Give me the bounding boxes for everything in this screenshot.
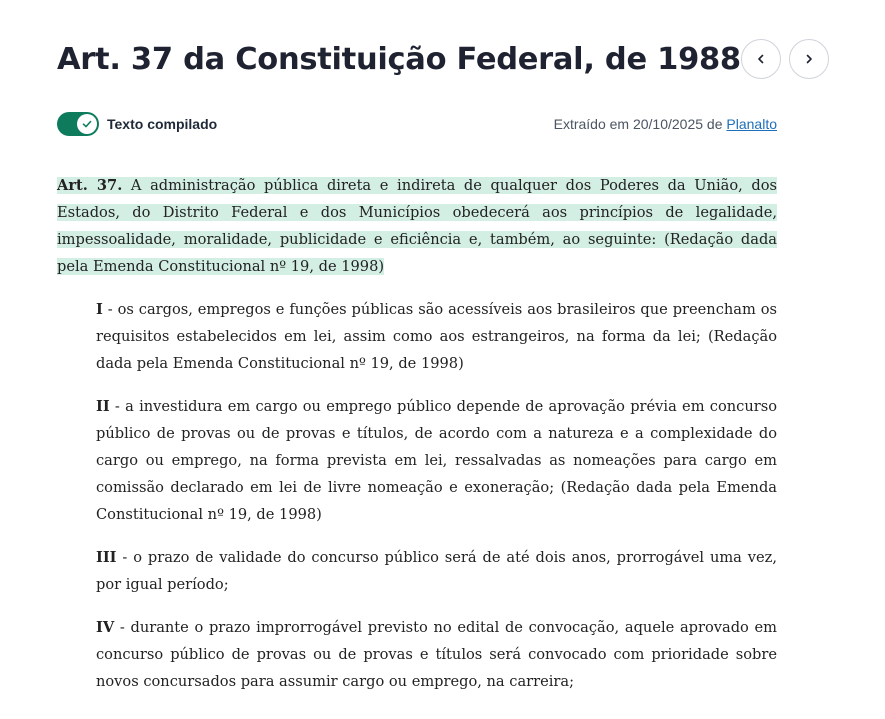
- inciso-iii: [96, 544, 777, 598]
- previous-article-button[interactable]: [741, 39, 781, 79]
- next-article-button[interactable]: [789, 39, 829, 79]
- inciso-number: II: [96, 398, 110, 415]
- inciso-ii: [96, 393, 777, 528]
- article-caput-text: A administração pública direta e indireta de qualquer dos Poderes da União, dos Estados, do Distrito Federal e dos Municípios obedecerá aos princípios de legalidade, impessoalidade, moralidade, publicidade e eficiência e, também, ao seguinte: (Redação dada pela Emenda Constitucional nº 19, de 1998): [57, 177, 777, 275]
- inciso-iv: [96, 614, 777, 695]
- nav-buttons: [741, 39, 829, 79]
- inciso-number: I: [96, 301, 103, 318]
- inciso-i: [96, 296, 777, 377]
- article-number: Art. 37.: [57, 177, 123, 194]
- compiled-text-toggle[interactable]: [57, 112, 99, 136]
- law-text: [57, 172, 777, 711]
- compiled-text-toggle-group: [57, 112, 217, 136]
- page-title: Art. 37 da Constituição Federal, de 1988: [57, 41, 741, 77]
- extraction-date-text: Extraído em 20/10/2025 de: [553, 116, 727, 132]
- inciso-number: III: [96, 549, 117, 566]
- page-header: [57, 36, 777, 82]
- caput-highlight: [57, 177, 777, 275]
- extraction-info: [554, 116, 777, 132]
- inciso-text: - os cargos, empregos e funções públicas são acessíveis aos brasileiros que preencham os requisitos estabelecidos em lei, assim como aos estrangeiros, na forma da lei; (Redação dada pela Emenda Constitucional nº 19, de 1998): [96, 301, 777, 372]
- check-icon: [81, 118, 93, 130]
- inciso-text: - o prazo de validade do concurso público será de até dois anos, prorrogável uma vez, por igual período;: [96, 549, 777, 593]
- chevron-left-icon: [755, 53, 767, 65]
- inciso-number: IV: [96, 619, 115, 636]
- inciso-text: - a investidura em cargo ou emprego público depende de aprovação prévia em concurso público de provas ou de provas e títulos, de acordo com a natureza e a complexidade do cargo ou emprego, na forma prevista em lei, ressalvadas as nomeações para cargo em comissão declarado em lei de livre nomeação e exoneração; (Redação dada pela Emenda Constitucional nº 19, de 1998): [96, 398, 777, 523]
- inciso-text: - durante o prazo improrrogável previsto no edital de convocação, aquele aprovado em concurso público de provas ou de provas e títulos será convocado com prioridade sobre novos concursados para assumir cargo ou emprego, na carreira;: [96, 619, 777, 690]
- meta-row: [57, 111, 777, 137]
- chevron-right-icon: [803, 53, 815, 65]
- planalto-link[interactable]: Planalto: [726, 116, 777, 132]
- toggle-label: Texto compilado: [107, 116, 218, 132]
- article-caput: [57, 172, 777, 280]
- toggle-knob: [77, 114, 97, 134]
